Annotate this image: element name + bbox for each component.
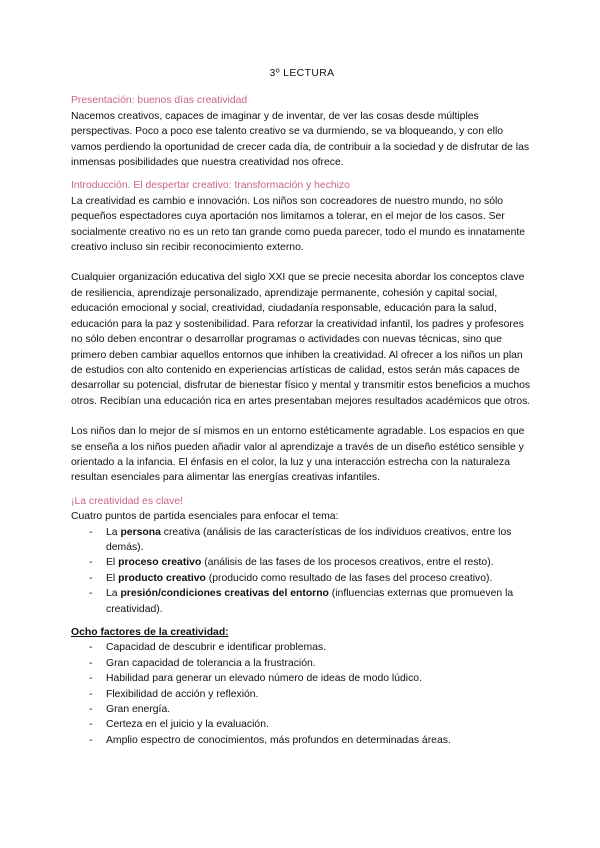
list-item: - Certeza en el juicio y la evaluación. — [71, 717, 533, 732]
paragraph-presentacion: Nacemos creativos, capaces de imaginar y de inventar, de ver las cosas desde múltiples perspectivas. Poco a poco ese talento creativo se va durmiendo, se va bloqueando, y con ello vamos perdiendo la oportunidad de crecer cada día, de contribuir a la sociedad y de disfrutar de las inmensas posibilidades que nuestra creatividad nos ofrece. — [71, 110, 530, 169]
section-heading-clave: ¡La creatividad es clave! — [71, 495, 184, 507]
list-item: - Gran capacidad de tolerancia a la frustración. — [71, 656, 533, 671]
list-item: - Gran energía. — [71, 702, 533, 717]
paragraph-introduccion-3: Los niños dan lo mejor de sí mismos en un entorno estéticamente agradable. Los espacios en que se enseña a los niños pueden añadir valor al aprendizaje a través de un diseño estético sensible y orientado a la infancia. El énfasis en el color, la luz y una interacción estrecha con la naturaleza resultan esenciales para alimentar las energías creativas infantiles. — [71, 426, 525, 484]
section-heading-presentacion: Presentación: buenos días creatividad — [71, 95, 248, 107]
list-item: - La persona creativa (análisis de las características de los individuos creativos, entre los demás). — [71, 525, 533, 556]
list-item: - La presión/condiciones creativas del entorno (influencias externas que promueven la creatividad). — [71, 586, 533, 617]
list-item: - Capacidad de descubrir e identificar problemas. — [71, 640, 533, 655]
page-title: 3º LECTURA — [269, 68, 335, 79]
factors-list — [71, 640, 533, 748]
section-heading-ocho-factores: Ocho factores de la creatividad: — [71, 627, 229, 638]
starting-points-list — [71, 525, 533, 617]
list-item: - Flexibilidad de acción y reflexión. — [71, 687, 533, 702]
list-item: - Habilidad para generar un elevado número de ideas de modo lúdico. — [71, 671, 533, 686]
paragraph-introduccion-1: La creatividad es cambio e innovación. Los niños son cocreadores de nuestro mundo, no sólo pequeños espectadores cuya aportación nos limitamos a tolerar, en el mejor de los casos. Ser socialmente creativo no es un reto tan grande como pueda parecer, todo el mundo es innatamente creativo incluso sin recibir reconocimiento externo. — [71, 195, 526, 254]
paragraph-clave-intro: Cuatro puntos de partida esenciales para enfocar el tema: — [71, 511, 339, 523]
list-item: - Amplio espectro de conocimientos, más profundos en determinadas áreas. — [71, 733, 533, 748]
paragraph-introduccion-2: Cualquier organización educativa del siglo XXI que se precie necesita abordar los conceptos clave de resiliencia, aprendizaje personalizado, aprendizaje permanente, cohesión y capital social, educación emocional y social, creatividad, ciudadanía responsable, educación para la salud, educación para la paz y sostenibilidad. Para reforzar la creatividad infantil, los padres y profesores no sólo deben encontrar o desarrollar programas o actividades con nuevas técnicas, sino que primero deben cambiar aquellos entornos que inhiben la creatividad. Al ofrecer a los niños un plan de estudios con alto contenido en experiencias artísticas de calidad, estos serán más capaces de desarrollar su potencial, disfrutar de bienestar físico y mental y transmitir estos beneficios a muchos otros. Recibían una educación rica en artes presentaban mejores resultados académicos que otros. — [71, 272, 531, 407]
list-item: - El producto creativo (producido como resultado de las fases del proceso creativo). — [71, 571, 533, 586]
section-heading-introduccion: Introducción. El despertar creativo: transformación y hechizo — [71, 180, 350, 192]
document-page — [71, 66, 533, 748]
list-item: - El proceso creativo (análisis de las fases de los procesos creativos, entre el resto). — [71, 555, 533, 570]
